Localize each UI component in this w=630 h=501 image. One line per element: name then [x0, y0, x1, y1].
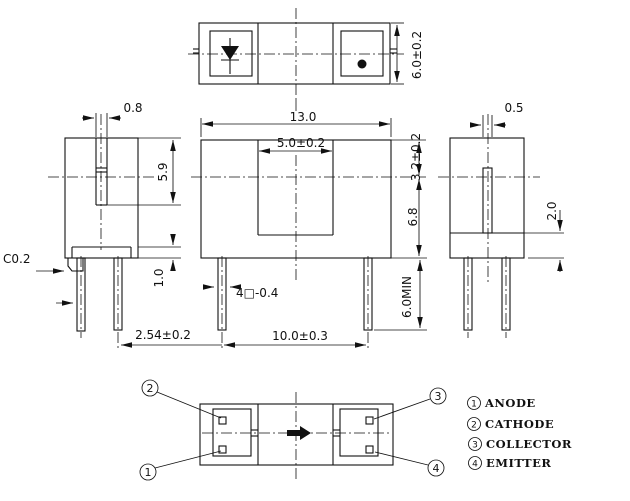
detector-dot-icon [358, 60, 367, 69]
legend-row-cathode [468, 417, 555, 431]
dimension-left-window-depth [107, 138, 181, 205]
dimension-slot-width [259, 136, 332, 151]
left-side-view [3, 101, 222, 349]
dim-left-base-height-label: 1.0 [152, 268, 166, 288]
dimension-left-window-width [82, 101, 143, 137]
annotation-chamfer [3, 252, 64, 271]
left-view-centerlines [48, 114, 156, 349]
legend-label-emitter: EMITTER [486, 456, 552, 470]
legend-row-collector [469, 437, 572, 451]
dim-left-window-depth-label: 5.9 [156, 162, 170, 182]
dim-lead-pitch-label: 2.54±0.2 [135, 328, 191, 342]
dim-package-width-label: 13.0 [289, 110, 317, 124]
dimension-right-base-height [524, 201, 564, 272]
legend-label-collector: COLLECTOR [486, 437, 572, 451]
dim-lead-min-length-label: 6.0MIN [400, 276, 414, 318]
dimension-body-lower-height [391, 179, 427, 258]
legend-label-anode: ANODE [485, 396, 536, 410]
annotation-lead-square [203, 286, 278, 300]
dimension-lead-min-length [374, 260, 427, 330]
dim-right-base-height-label: 2.0 [545, 201, 559, 221]
dim-slot-top-depth-label: 3.2±0.2 [409, 132, 423, 182]
pad-collector [366, 417, 373, 424]
bottom-view [140, 380, 446, 481]
top-view-centerlines [188, 8, 404, 100]
dim-package-height-label: 6.0±0.2 [410, 30, 424, 80]
legend-num-2: 2 [471, 420, 477, 431]
callout-num-anode: 1 [144, 466, 152, 479]
legend-row-anode [468, 396, 536, 410]
dimension-lead-outer-span [224, 329, 366, 345]
dimension-package-width [201, 110, 391, 137]
chamfer-label: C0.2 [3, 252, 31, 266]
dim-left-window-width-label: 0.8 [123, 101, 143, 115]
dim-right-window-width-label: 0.5 [504, 101, 524, 115]
right-view-centerlines [438, 114, 540, 338]
diode-symbol-icon [221, 38, 239, 74]
dimension-right-window-width [470, 101, 524, 137]
lead-square-label: 4□-0.4 [236, 286, 279, 300]
right-view-outline [450, 138, 524, 330]
dimension-slot-top-depth [391, 133, 426, 181]
callout-num-collector: 3 [434, 390, 442, 403]
callout-num-cathode: 2 [146, 382, 154, 395]
bottom-view-centerlines [202, 392, 391, 481]
legend-num-4: 4 [472, 459, 478, 470]
callout-num-emitter: 4 [432, 462, 440, 475]
legend-row-emitter [469, 456, 552, 470]
legend-num-1: 1 [471, 399, 477, 410]
right-view-window [483, 168, 492, 233]
dimension-left-base-height [138, 236, 181, 288]
pin-legend [468, 396, 572, 470]
front-view [191, 100, 427, 349]
legend-label-cathode: CATHODE [485, 417, 555, 431]
pad-emitter [366, 446, 373, 453]
dim-slot-width-label: 5.0±0.2 [276, 136, 326, 150]
top-view-outline [193, 23, 397, 84]
left-view-outline [65, 138, 138, 331]
dim-body-lower-height-label: 6.8 [406, 207, 420, 227]
top-view [188, 8, 424, 100]
legend-num-3: 3 [472, 440, 478, 451]
right-side-view [438, 101, 564, 338]
dim-lead-outer-span-label: 10.0±0.3 [272, 329, 328, 343]
pad-anode [219, 446, 226, 453]
